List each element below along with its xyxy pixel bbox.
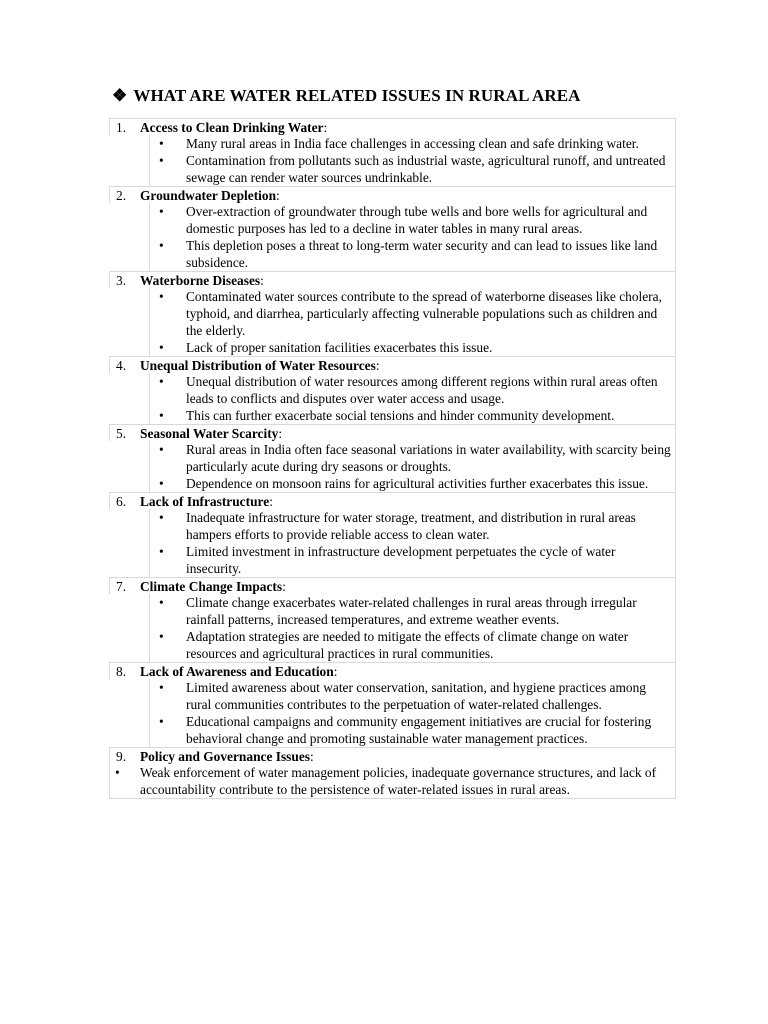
- issue-bullet-list: [149, 288, 676, 356]
- issue-number: 7.: [116, 579, 127, 594]
- issue-item: [109, 577, 676, 662]
- bullet-text: Adaptation strategies are needed to mitigate the effects of climate change on water resources and agricultural practices in rural communities.: [186, 629, 629, 661]
- issue-heading-text: Access to Clean Drinking Water: [140, 120, 324, 135]
- issue-item: [109, 492, 676, 577]
- issue-heading-text: Seasonal Water Scarcity: [140, 426, 279, 441]
- issue-heading-text: Unequal Distribution of Water Resources: [140, 358, 376, 373]
- bullet-text: Weak enforcement of water management policies, inadequate governance structures, and lack of accountability contribute to the persistence of water-related issues in rural areas.: [140, 765, 657, 797]
- list-item: [150, 373, 675, 407]
- bullet-dot-icon: •: [159, 544, 164, 559]
- issue-item: [109, 186, 676, 271]
- issue-item: [109, 356, 676, 424]
- bullet-text: Rural areas in India often face seasonal variations in water availability, with scarcity being particularly acute during dry seasons or droughts.: [186, 442, 671, 474]
- issue-heading-text: Waterborne Diseases: [140, 273, 261, 288]
- bullet-dot-icon: •: [159, 374, 164, 389]
- list-item: [150, 509, 675, 543]
- list-item: [150, 203, 675, 237]
- issue-heading: Waterborne Diseases:: [140, 273, 264, 288]
- bullet-text: Educational campaigns and community engagement initiatives are crucial for fostering behavioral change and promoting sustainable water management practices.: [186, 714, 652, 746]
- issue-heading: Groundwater Depletion:: [140, 188, 280, 203]
- issue-bullet-list: [149, 509, 676, 577]
- list-item: [110, 764, 675, 798]
- list-item: [150, 339, 675, 356]
- bullet-text: Over-extraction of groundwater through tube wells and bore wells for agricultural and domestic purposes has led to a decline in water tables in many rural areas.: [186, 204, 648, 236]
- issue-heading: Unequal Distribution of Water Resources:: [140, 358, 380, 373]
- bullet-dot-icon: •: [159, 595, 164, 610]
- issue-heading-row: [109, 577, 676, 594]
- list-item: [150, 407, 675, 424]
- list-item: [150, 543, 675, 577]
- issue-bullet-list: [149, 203, 676, 271]
- issue-heading-row: [109, 662, 676, 679]
- bullet-dot-icon: •: [159, 238, 164, 253]
- issue-heading: Climate Change Impacts:: [140, 579, 286, 594]
- issue-heading: Lack of Awareness and Education:: [140, 664, 338, 679]
- issue-heading-row: [109, 118, 676, 135]
- bullet-dot-icon: •: [159, 289, 164, 304]
- issue-item: [109, 424, 676, 492]
- issue-heading-row: [109, 356, 676, 373]
- issue-number: 1.: [116, 120, 127, 135]
- issue-item: [109, 747, 676, 799]
- issue-heading-text: Climate Change Impacts: [140, 579, 283, 594]
- list-item: [150, 288, 675, 339]
- list-item: [150, 135, 675, 152]
- issue-heading-text: Lack of Awareness and Education: [140, 664, 334, 679]
- issue-item: [109, 271, 676, 356]
- issue-number: 8.: [116, 664, 127, 679]
- issues-list: [109, 118, 676, 799]
- bullet-text: This depletion poses a threat to long-term water security and can lead to issues like land subsidence.: [186, 238, 658, 270]
- issue-heading-row: [109, 424, 676, 441]
- bullet-text: Lack of proper sanitation facilities exacerbates this issue.: [186, 340, 493, 355]
- issue-number: 6.: [116, 494, 127, 509]
- list-item: [150, 679, 675, 713]
- issue-heading: Access to Clean Drinking Water:: [140, 120, 328, 135]
- list-item: [150, 152, 675, 186]
- issue-number: 3.: [116, 273, 127, 288]
- issue-number: 4.: [116, 358, 127, 373]
- issue-item: [109, 118, 676, 186]
- issue-bullet-list: [149, 135, 676, 186]
- issue-bullet-list: [149, 441, 676, 492]
- issue-heading-row: [109, 186, 676, 203]
- issue-heading-text: Policy and Governance Issues: [140, 749, 310, 764]
- bullet-dot-icon: •: [159, 476, 164, 491]
- issue-number: 5.: [116, 426, 127, 441]
- issue-bullet-list: [149, 679, 676, 747]
- bullet-dot-icon: •: [159, 629, 164, 644]
- issue-bullet-list: [149, 594, 676, 662]
- bullet-dot-icon: •: [159, 136, 164, 151]
- bullet-dot-icon: •: [159, 153, 164, 168]
- bullet-dot-icon: •: [159, 510, 164, 525]
- bullet-text: Limited awareness about water conservation, sanitation, and hygiene practices among rural communities contributes to the perpetuation of water-related challenges.: [186, 680, 646, 712]
- page-title: [112, 86, 581, 106]
- issue-bullet-list: [149, 373, 676, 424]
- bullet-text: Inadequate infrastructure for water storage, treatment, and distribution in rural areas hampers efforts to provide reliable access to clean water.: [186, 510, 636, 542]
- bullet-text: Contaminated water sources contribute to the spread of waterborne diseases like cholera, typhoid, and diarrhea, particularly affecting vulnerable populations such as children and the elderly.: [186, 289, 662, 338]
- bullet-text: This can further exacerbate social tensions and hinder community development.: [186, 408, 615, 423]
- issue-heading: Lack of Infrastructure:: [140, 494, 273, 509]
- bullet-text: Unequal distribution of water resources among different regions within rural areas often leads to conflicts and disputes over water access and usage.: [186, 374, 658, 406]
- issue-heading-text: Lack of Infrastructure: [140, 494, 270, 509]
- bullet-text: Contamination from pollutants such as industrial waste, agricultural runoff, and untreated sewage can render water sources undrinkable.: [186, 153, 666, 185]
- list-item: [150, 713, 675, 747]
- bullet-text: Climate change exacerbates water-related challenges in rural areas through irregular rainfall patterns, increased temperatures, and extreme weather events.: [186, 595, 637, 627]
- list-item: [150, 594, 675, 628]
- list-item: [150, 237, 675, 271]
- bullet-dot-icon: •: [159, 340, 164, 355]
- issue-heading-row: [109, 492, 676, 509]
- issue-item: [109, 662, 676, 747]
- issue-heading-row: [109, 271, 676, 288]
- bullet-text: Many rural areas in India face challenges in accessing clean and safe drinking water.: [186, 136, 639, 151]
- bullet-text: Limited investment in infrastructure development perpetuates the cycle of water insecurity.: [186, 544, 616, 576]
- issue-heading: Seasonal Water Scarcity:: [140, 426, 283, 441]
- issue-heading-row: [109, 747, 676, 764]
- bullet-dot-icon: •: [159, 680, 164, 695]
- diamond-bullet-icon: ❖: [112, 86, 128, 105]
- bullet-dot-icon: •: [159, 408, 164, 423]
- bullet-dot-icon: •: [159, 714, 164, 729]
- issue-number: 2.: [116, 188, 127, 203]
- bullet-dot-icon: •: [159, 442, 164, 457]
- issue-heading-text: Groundwater Depletion: [140, 188, 277, 203]
- list-item: [150, 628, 675, 662]
- bullet-dot-icon: •: [159, 204, 164, 219]
- issue-heading: Policy and Governance Issues:: [140, 749, 314, 764]
- list-item: [150, 441, 675, 475]
- issue-number: 9.: [116, 749, 127, 764]
- bullet-dot-icon: •: [115, 765, 120, 780]
- list-item: [150, 475, 675, 492]
- bullet-text: Dependence on monsoon rains for agricultural activities further exacerbates this issue.: [186, 476, 649, 491]
- page-title-text: WHAT ARE WATER RELATED ISSUES IN RURAL AREA: [133, 86, 581, 105]
- issue-bullet-list: [109, 764, 676, 799]
